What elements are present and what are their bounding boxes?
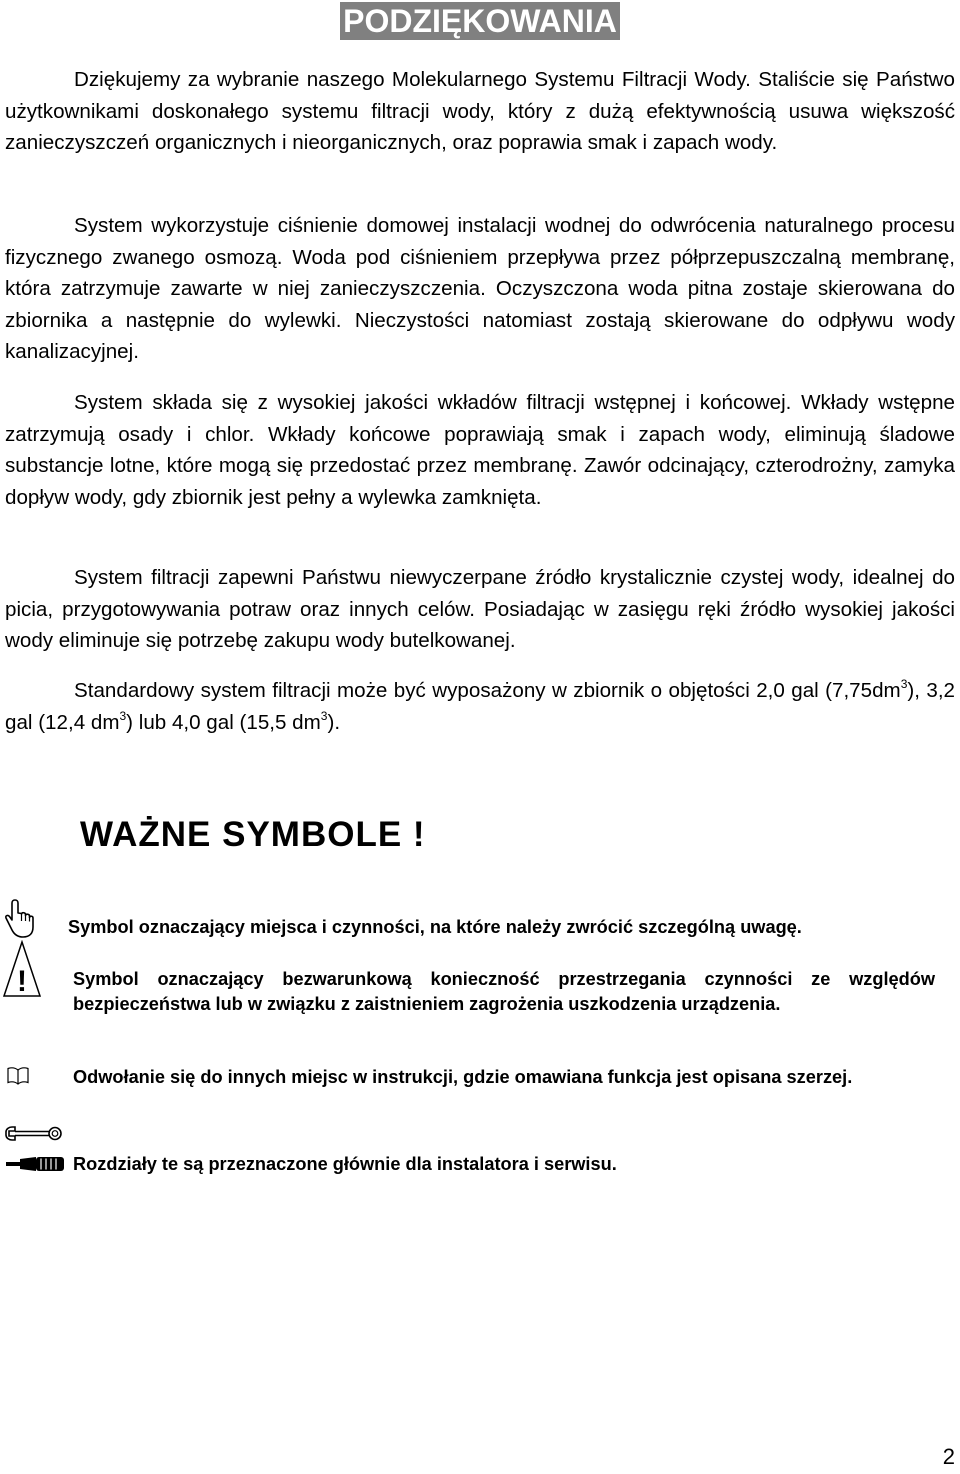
title-container	[0, 2, 960, 40]
osmosis-paragraph: System wykorzystuje ciśnienie domowej instalacji wodnej do odwrócenia naturalnego procesu fizycznego zwanego osmozą. Woda pod ciśnieniem przepływa przez półprzepuszczalną membranę, która zatrzymuje zawarte w niej zanieczyszczenia. Oczyszczona woda pitna zostaje skierowana do zbiornika a następnie do wylewki. Nieczystości natomiast zostają skierowane do odpływu wody kanalizacyjnej.	[5, 214, 955, 363]
open-book-icon	[6, 1066, 30, 1091]
page-number: 2	[942, 1444, 955, 1469]
intro-paragraph: Dziękujemy za wybranie naszego Molekularnego Systemu Filtracji Wody. Staliście się Państwo użytkownikami doskonałego systemu filtracji wody, który z dużą efektywnością usuwa większość zanieczyszczeń organicznych i nieorganicznych, oraz poprawia smak i zapach wody.	[5, 68, 955, 154]
warning-triangle-icon	[2, 940, 42, 1003]
symbol-reference-text: Odwołanie się do innych miejsc w instrukcji, gdzie omawiana funkcja jest opisana szerzej.	[73, 1067, 853, 1087]
symbol-safety-text: Symbol oznaczający bezwarunkową konieczność przestrzegania czynności ze względów bezpieczeństwa lub w związku z zaistnieniem zagrożenia uszkodzenia urządzenia.	[73, 969, 935, 1014]
page-title: PODZIĘKOWANIA	[340, 2, 620, 40]
svg-text:!: !	[17, 965, 27, 998]
symbol-installer-text: Rozdziały te są przeznaczone głównie dla instalatora i serwisu.	[73, 1154, 617, 1174]
capacity-paragraph: Standardowy system filtracji może być wyposażony w zbiornik o objętości 2,0 gal $(7,75dm^3)$, 3,2 gal (12,4 $dm^3$) lub 4,0 gal (15,5 $dm^3$).	[5, 677, 955, 734]
pointing-hand-icon	[2, 898, 42, 945]
symbol-attention-text: Symbol oznaczający miejsca i czynności, na które należy zwrócić szczególną uwagę.	[68, 917, 802, 937]
symbols-heading: WAŻNE SYMBOLE !	[80, 815, 426, 854]
wrench-screwdriver-icon	[4, 1126, 64, 1177]
cartridges-paragraph: System składa się z wysokiej jakości wkładów filtracji wstępnej i końcowej. Wkłady wstępne zatrzymują osady i chlor. Wkłady końcowe poprawiają smak i zapach wody, eliminują śladowe substancje lotne, które mogą się przedostać przez membranę. Zawór odcinający, czterodrożny, zamyka dopływ wody, gdy zbiornik jest pełny a wylewka zamknięta.	[5, 391, 955, 509]
benefits-paragraph: System filtracji zapewni Państwu niewyczerpane źródło krystalicznie czystej wody, idealnej do picia, przygotowywania potraw oraz innych celów. Posiadając w zasięgu ręki źródło wysokiej jakości wody eliminuje się potrzebę zakupu wody butelkowanej.	[5, 566, 955, 652]
